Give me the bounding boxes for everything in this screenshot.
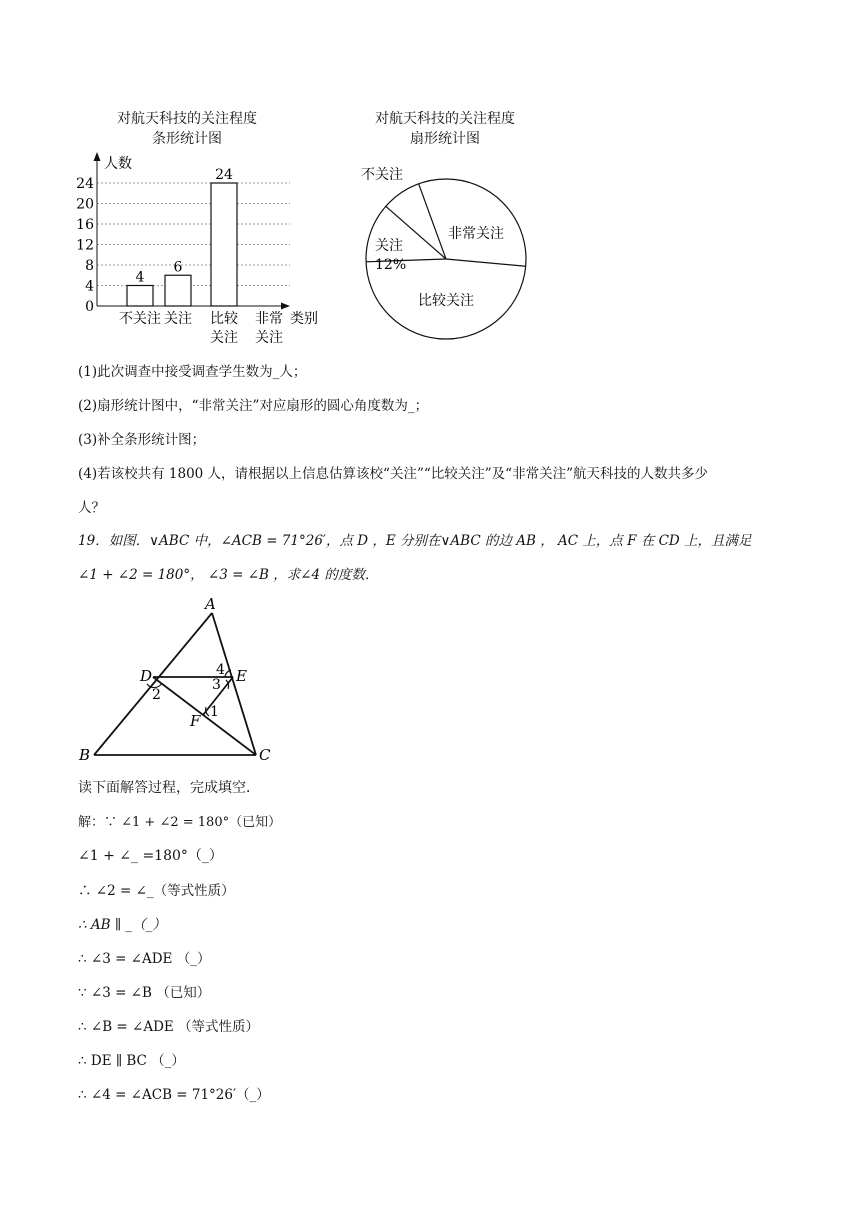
pie-chart-title-line1: 对航天科技的关注程度 [375,111,515,127]
solution-step-3: ∴ ∠2 = ∠_（等式性质） [78,883,235,899]
bar-chart-title-line1: 对航天科技的关注程度 [117,111,257,127]
bar-x-tick-label: 关注 [255,330,283,346]
bar-x-tick-label: 关注 [210,330,238,346]
pie-label-bijiao: 比较关注 [418,293,474,309]
solution-step-4: ∴ AB ∥ _（_） [78,917,166,933]
solution-step-7: ∴ ∠B = ∠ADE （等式性质） [78,1019,260,1035]
pie-label-buguanzhu: 不关注 [361,167,403,183]
solution-step-5: ∴ ∠3 = ∠ADE （_） [78,951,211,967]
bar-x-tick-label: 非常 [255,311,283,327]
bar-y-tick-label: 24 [76,176,94,192]
bar-x-tick-label: 关注 [164,311,192,327]
bar-x-axis-label: 类别 [290,311,318,327]
solution-step-9: ∴ ∠4 = ∠ACB = 71°26′（_） [78,1087,270,1103]
bar-y-tick-label: 0 [85,299,94,315]
bar-x-tick-label: 不关注 [119,311,161,327]
vertex-c: C [259,746,271,764]
segment-dc [153,677,256,755]
segment-ab [94,613,212,755]
question-4-cont: 人？ [78,500,105,516]
angle-3-label: 3 [212,677,221,693]
triangle-figure [0,0,300,780]
question-3: (3)补全条形统计图； [78,432,206,448]
bar-x-tick-label: 比较 [210,311,238,327]
vertex-b: B [79,746,91,764]
solution-step-8: ∴ DE ∥ BC （_） [78,1053,185,1069]
pie-label-guanzhu: 关注 [375,238,403,254]
solution-step-6: ∵ ∠3 = ∠B （已知） [78,985,211,1001]
question-4: (4)若该校共有 1800 人，请根据以上信息估算该校“关注”“比较关注”及“非常关注”航天科技的人数共多少 [78,466,708,482]
bar-value-label: 4 [135,269,145,286]
pie-label-guanzhu-percent: 12% [375,257,407,273]
problem-19-condition: ∠1 + ∠2 = 180°， ∠3 = ∠B ，求∠4 的度数． [78,567,379,583]
question-1: (1)此次调查中接受调查学生数为_人； [78,364,307,380]
angle-4-label: 4 [216,662,225,678]
pie-chart-title-line2: 扇形统计图 [410,131,480,147]
vertex-e: E [236,667,247,685]
bar-y-axis-label: 人数 [104,156,132,172]
bar-value-label: 24 [215,167,233,183]
bar-y-tick-label: 8 [85,258,94,274]
solution-step-2: ∠1 + ∠_ =180°（_） [78,848,223,864]
angle-1-label: 1 [210,704,219,720]
bar-y-tick-label: 16 [76,217,94,233]
vertex-a: A [205,595,216,613]
bar-y-tick-label: 12 [76,237,94,254]
problem-19-statement: 19．如图．∨ABC 中，∠ACB = 71°26′，点 D ，E 分别在∨ABC 的边 AB ， AC 上，点 F 在 CD 上，且满足 [78,533,752,549]
angle-2-label: 2 [152,687,161,703]
bar-y-tick-label: 20 [76,196,94,213]
bar-y-tick-label: 4 [85,278,94,295]
question-2: (2)扇形统计图中，“非常关注”对应扇形的圆心角度数为_； [78,398,429,414]
bar-value-label: 6 [173,259,183,276]
vertex-f: F [190,712,201,730]
solution-step-1: 解：∵ ∠1 + ∠2 = 180°（已知） [78,815,282,830]
solution-intro: 读下面解答过程，完成填空． [78,780,260,796]
bar-chart-title-line2: 条形统计图 [152,131,222,147]
pie-label-feichang: 非常关注 [448,226,504,242]
vertex-d: D [140,667,153,685]
